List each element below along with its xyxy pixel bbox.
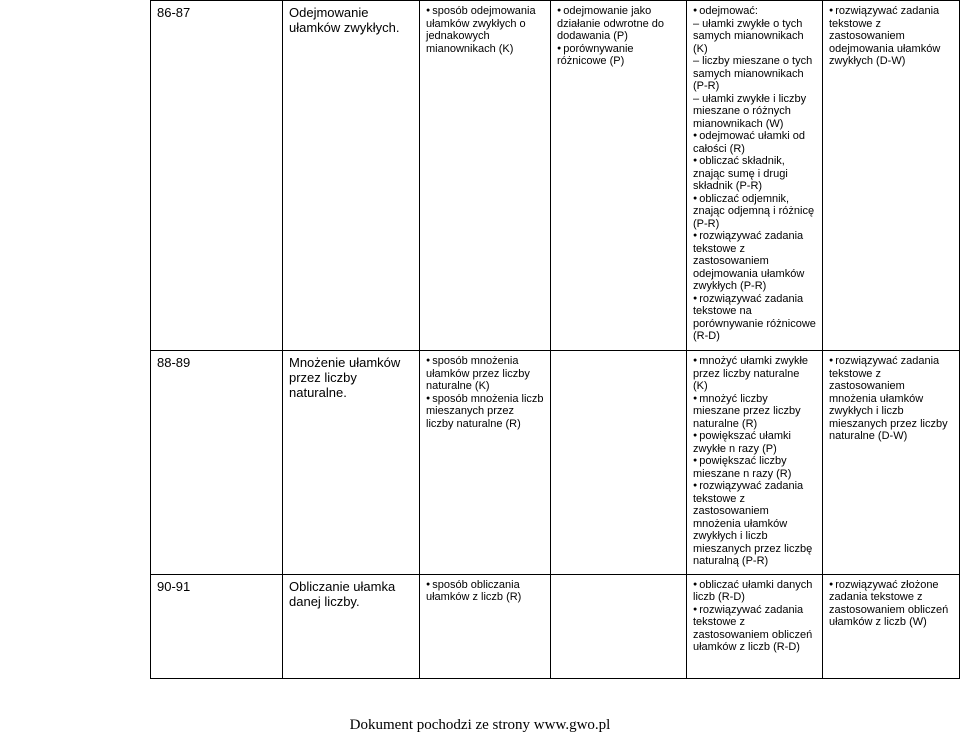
topic-title: Mnożenie ułamków przez liczby naturalne. <box>289 355 401 400</box>
bullet-icon: ● <box>557 7 562 14</box>
concepts-extra-cell <box>551 574 687 678</box>
list-item: ● mnożyć ułamki zwykłe przez liczby naturalne (K) <box>693 355 809 392</box>
bullet-icon: ● <box>829 357 834 364</box>
concepts-cell <box>420 351 551 575</box>
extended-skills-cell <box>823 351 960 575</box>
list-item: ● odejmować ułamki od całości (R) <box>693 130 806 155</box>
topic-cell <box>283 351 420 575</box>
bullet-icon: ● <box>426 394 431 402</box>
list-item: ● rozwiązywać zadania tekstowe z zastosowaniem mnożenia ułamków zwykłych i liczb mieszanych przez liczbę naturalną (P-R) <box>693 480 813 567</box>
list-item: ● rozwiązywać zadania tekstowe na porównywanie różnicowe (R-D) <box>693 292 816 342</box>
list-item: ● rozwiązywać zadania tekstowe z zastosowaniem mnożenia ułamków zwykłych i liczb mieszanych przez liczby naturalne (D-W) <box>829 355 948 442</box>
sub-item: – liczby mieszane o tych samych mianownikach (P-R) <box>693 55 813 92</box>
lesson-numbers-cell <box>151 351 283 575</box>
lesson-numbers: 88-89 <box>157 355 191 370</box>
skills-cell <box>687 574 823 678</box>
list-item: ● obliczać odjemnik, znając odjemną i różnicę (P-R) <box>693 192 815 230</box>
bullet-icon: ● <box>693 457 698 464</box>
extended-skills-cell <box>823 1 960 351</box>
list-item: ● obliczać składnik, znając sumę i drugi składnik (P-R) <box>693 155 788 192</box>
table-row <box>151 351 960 575</box>
bullet-icon: ● <box>693 132 698 139</box>
bullet-icon: ● <box>693 580 698 588</box>
list-item: ● porównywanie różnicowe (P) <box>557 42 634 67</box>
concepts-cell <box>420 574 551 678</box>
lesson-numbers-cell <box>151 574 283 678</box>
list-item: ● rozwiązywać złożone zadania tekstowe z zastosowaniem obliczeń ułamków z liczb (W) <box>829 578 949 628</box>
list-item: ● sposób obliczania ułamków z liczb (R) <box>426 578 522 603</box>
lesson-numbers: 90-91 <box>157 578 191 594</box>
list-item: ● rozwiązywać zadania tekstowe z zastosowaniem odejmowania ułamków zwykłych (P-R) <box>693 230 805 292</box>
bullet-icon: ● <box>693 605 698 613</box>
lesson-numbers-cell <box>151 1 283 351</box>
bullet-icon: ● <box>693 432 698 439</box>
concepts-extra-cell <box>551 351 687 575</box>
list-item: ● rozwiązywać zadania tekstowe z zastosowaniem obliczeń ułamków z liczb (R-D) <box>693 603 813 653</box>
topic-title: Obliczanie ułamka danej liczby. <box>289 578 396 609</box>
list-item: ● sposób mnożenia ułamków przez liczby naturalne (K) <box>426 355 530 392</box>
table-row <box>151 1 960 351</box>
bullet-icon: ● <box>693 157 698 164</box>
bullet-icon: ● <box>693 7 698 14</box>
topic-cell <box>283 1 420 351</box>
list-item: ● powiększać liczby mieszane n razy (R) <box>693 455 792 480</box>
bullet-icon: ● <box>693 194 698 202</box>
bullet-icon: ● <box>693 357 698 364</box>
bullet-icon: ● <box>693 394 698 402</box>
concepts-cell <box>420 1 551 351</box>
list-item: ● obliczać ułamki danych liczb (R-D) <box>693 578 813 603</box>
bullet-icon: ● <box>693 482 698 489</box>
table-row <box>151 574 960 678</box>
list-item: ● mnożyć liczby mieszane przez liczby naturalne (R) <box>693 392 801 430</box>
topic-title: Odejmowanie ułamków zwykłych. <box>289 5 400 35</box>
extended-skills-cell <box>823 574 960 678</box>
lesson-numbers: 86-87 <box>157 5 191 20</box>
bullet-icon: ● <box>829 580 834 588</box>
bullet-icon: ● <box>829 7 834 14</box>
sub-item: – ułamki zwykłe i liczby mieszane o różnych mianownikach (W) <box>693 92 807 130</box>
curriculum-table <box>150 0 960 679</box>
footer-source-note: Dokument pochodzi ze strony www.gwo.pl <box>349 717 611 733</box>
bullet-icon: ● <box>557 44 562 52</box>
list-item: ● odejmowanie jako działanie odwrotne do dodawania (P) <box>557 5 665 42</box>
list-item: ● powiększać ułamki zwykłe n razy (P) <box>693 430 791 455</box>
skills-cell <box>687 351 823 575</box>
bullet-icon: ● <box>426 580 431 588</box>
bullet-icon: ● <box>693 232 698 239</box>
list-item: ● sposób mnożenia liczb mieszanych przez liczby naturalne (R) <box>426 392 544 430</box>
sub-item: – ułamki zwykłe o tych samych mianownikach (K) <box>693 17 804 55</box>
concepts-extra-cell <box>551 1 687 351</box>
skills-cell <box>687 1 823 351</box>
bullet-icon: ● <box>693 294 698 302</box>
list-item: ● sposób odejmowania ułamków zwykłych o jednakowych mianownikach (K) <box>426 5 536 55</box>
bullet-icon: ● <box>426 357 431 364</box>
bullet-icon: ● <box>426 7 431 14</box>
topic-cell <box>283 574 420 678</box>
list-item: ● odejmować: <box>693 5 758 17</box>
list-item: ● rozwiązywać zadania tekstowe z zastosowaniem odejmowania ułamków zwykłych (D-W) <box>829 5 941 67</box>
